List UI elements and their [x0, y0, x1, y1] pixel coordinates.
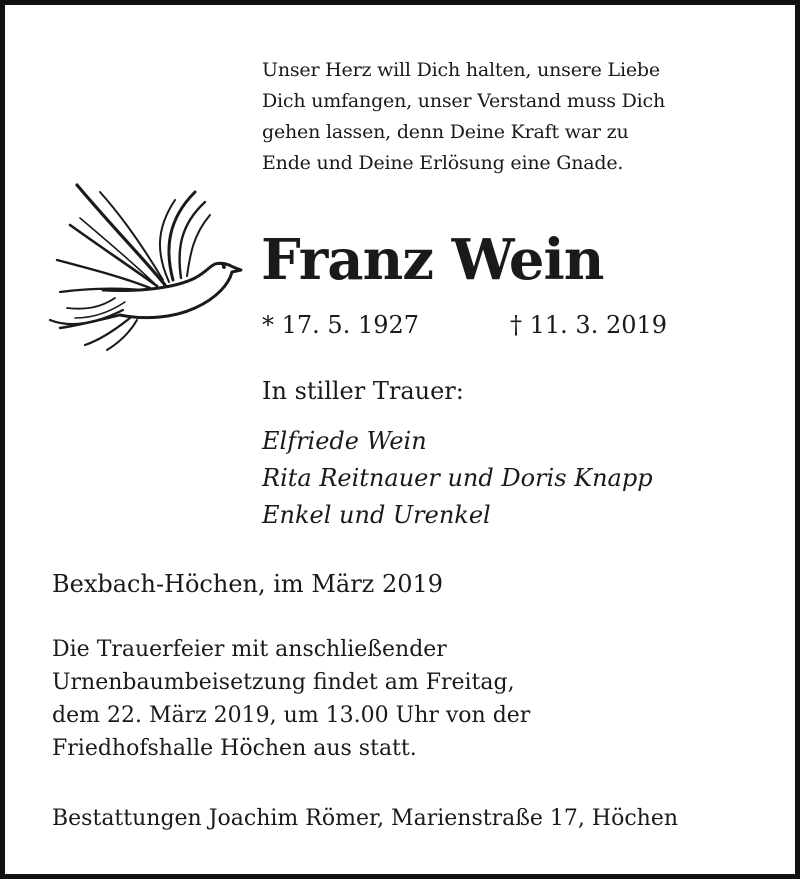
place-date: Bexbach-Höchen, im März 2019 [52, 570, 444, 598]
mourner: Elfriede Wein [262, 427, 427, 455]
ceremony-line: Friedhofshalle Höchen aus statt. [52, 736, 417, 761]
poem-line: Ende und Deine Erlösung eine Gnade. [262, 152, 624, 174]
death-date: † 11. 3. 2019 [510, 311, 668, 339]
poem-line: Unser Herz will Dich halten, unsere Liebe [262, 59, 660, 81]
deceased-name: Franz Wein [261, 227, 604, 293]
poem [262, 55, 665, 179]
mourners-list [262, 423, 653, 534]
dove-icon [45, 180, 245, 355]
ceremony-info [52, 633, 530, 765]
ceremony-line: dem 22. März 2019, um 13.00 Uhr von der [52, 703, 531, 728]
mourning-heading: In stiller Trauer: [262, 377, 464, 405]
mourner: Enkel und Urenkel [262, 501, 491, 529]
mourner: Rita Reitnauer und Doris Knapp [262, 464, 653, 492]
birth-date: * 17. 5. 1927 [262, 311, 420, 339]
poem-line: gehen lassen, denn Deine Kraft war zu [262, 121, 629, 143]
ceremony-line: Urnenbaumbeisetzung findet am Freitag, [52, 670, 515, 695]
ceremony-line: Die Trauerfeier mit anschließender [52, 637, 447, 662]
undertaker-info: Bestattungen Joachim Römer, Marienstraße 17, Höchen [52, 806, 679, 831]
poem-line: Dich umfangen, unser Verstand muss Dich [262, 90, 666, 112]
